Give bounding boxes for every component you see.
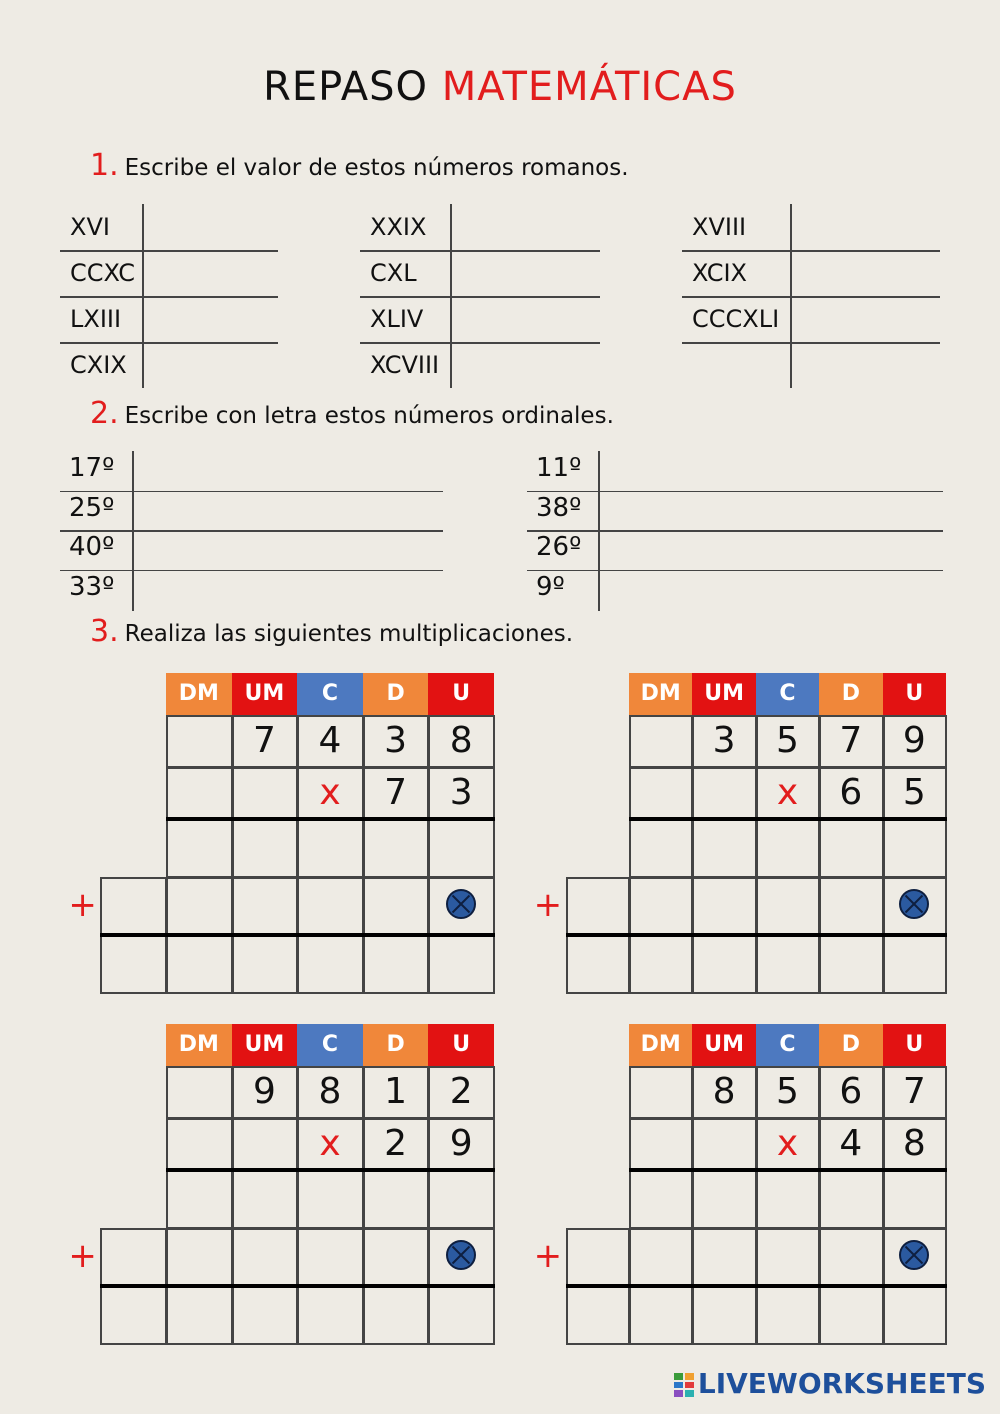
column-header-u: U — [883, 1024, 946, 1066]
answer-cell[interactable] — [692, 1286, 756, 1345]
ordinal-row-line — [60, 570, 443, 572]
answer-cell[interactable] — [100, 1228, 167, 1287]
column-header-c: C — [756, 1024, 819, 1066]
digit: 8 — [449, 720, 473, 761]
answer-cell[interactable] — [566, 1228, 630, 1287]
ordinal-row-line — [527, 491, 943, 493]
answer-cell[interactable] — [756, 1286, 820, 1345]
roman-row-line — [60, 296, 278, 298]
roman-row-line — [60, 342, 278, 344]
roman-answer-field[interactable] — [794, 208, 936, 246]
roman-numeral-label: CCXC — [70, 259, 135, 287]
column-header-d: D — [363, 1024, 429, 1066]
answer-cell[interactable] — [629, 819, 693, 878]
answer-cell[interactable] — [629, 1286, 693, 1345]
digit: 7 — [902, 1071, 926, 1112]
answer-cell[interactable] — [566, 935, 630, 994]
question-3-number: 3. — [90, 614, 119, 649]
digit-cell — [166, 715, 233, 768]
answer-cell[interactable] — [756, 1170, 820, 1229]
multiply-sign: x — [776, 1123, 799, 1164]
roman-answer-field[interactable] — [454, 208, 596, 246]
column-header-dm: DM — [166, 673, 232, 715]
answer-cell[interactable] — [428, 819, 495, 878]
digit: 4 — [839, 1123, 863, 1164]
answer-cell[interactable] — [363, 877, 430, 936]
ordinal-answer-field[interactable] — [136, 573, 439, 607]
digit: 8 — [712, 1071, 736, 1112]
digit: 4 — [318, 720, 342, 761]
ordinal-label: 17º — [69, 453, 115, 483]
answer-cell[interactable] — [166, 877, 233, 936]
roman-numeral-label: XCIX — [692, 259, 747, 287]
logo-icon — [674, 1373, 694, 1397]
ordinal-label: 26º — [536, 532, 582, 562]
answer-cell[interactable] — [692, 935, 756, 994]
roman-answer-field[interactable] — [794, 254, 936, 292]
question-2 — [90, 396, 614, 431]
ordinal-row-line — [527, 530, 943, 532]
digit: 8 — [902, 1123, 926, 1164]
ordinal-answer-field[interactable] — [602, 573, 939, 607]
column-header-u: U — [428, 673, 494, 715]
roman-numeral-label: LXIII — [70, 305, 122, 333]
digit-cell — [629, 1118, 693, 1171]
column-header-c: C — [297, 673, 363, 715]
roman-answer-field[interactable] — [146, 300, 274, 338]
crossed-circle-icon — [446, 1240, 476, 1270]
title-part1: REPASO — [263, 64, 428, 110]
roman-answer-field[interactable] — [146, 346, 274, 384]
sum-line — [566, 933, 947, 937]
answer-cell[interactable] — [756, 1228, 820, 1287]
answer-cell[interactable] — [297, 877, 364, 936]
answer-cell[interactable] — [428, 1170, 495, 1229]
column-header-u: U — [428, 1024, 494, 1066]
ordinal-row-line — [60, 491, 443, 493]
column-header-um: UM — [692, 1024, 755, 1066]
answer-cell[interactable] — [692, 877, 756, 936]
ordinal-label: 33º — [69, 571, 115, 602]
answer-cell[interactable] — [166, 935, 233, 994]
answer-cell[interactable] — [297, 819, 364, 878]
roman-answer-field[interactable] — [454, 300, 596, 338]
ordinal-answer-field[interactable] — [136, 494, 439, 528]
roman-numeral-label: XCVIII — [370, 351, 440, 379]
answer-cell[interactable] — [819, 877, 883, 936]
liveworksheets-logo — [674, 1367, 986, 1400]
result-line — [166, 1168, 495, 1172]
digit: 9 — [449, 1123, 473, 1164]
result-line — [166, 817, 495, 821]
digit-cell — [232, 1118, 299, 1171]
question-1-number: 1. — [90, 148, 119, 183]
sum-line — [100, 1284, 495, 1288]
column-header-dm: DM — [629, 1024, 692, 1066]
answer-cell[interactable] — [756, 877, 820, 936]
answer-cell[interactable] — [232, 935, 299, 994]
roman-row-line — [360, 342, 600, 344]
digit-cell — [692, 767, 756, 820]
answer-cell[interactable] — [629, 1228, 693, 1287]
digit-cell — [629, 1066, 693, 1119]
answer-cell[interactable] — [883, 819, 947, 878]
answer-cell[interactable] — [883, 935, 947, 994]
digit: 7 — [252, 720, 276, 761]
answer-cell[interactable] — [166, 1228, 233, 1287]
ordinal-label: 25º — [69, 492, 115, 523]
answer-cell[interactable] — [363, 1170, 430, 1229]
roman-numeral-label: XXIX — [370, 213, 427, 241]
roman-row-line — [60, 250, 278, 252]
roman-row-line — [682, 296, 940, 298]
answer-cell[interactable] — [363, 1228, 430, 1287]
digit-cell — [692, 1118, 756, 1171]
column-header-d: D — [819, 673, 882, 715]
digit: 9 — [252, 1071, 276, 1112]
digit: 1 — [384, 1071, 408, 1112]
digit: 8 — [318, 1071, 342, 1112]
digit: 3 — [449, 772, 473, 813]
question-3 — [90, 614, 573, 649]
page-title — [0, 64, 1000, 110]
ordinal-label: 11º — [536, 453, 582, 483]
question-2-number: 2. — [90, 396, 119, 431]
roman-answer-field[interactable] — [146, 208, 274, 246]
roman-row-line — [682, 342, 940, 344]
roman-numeral-label: XVI — [70, 213, 110, 241]
answer-cell[interactable] — [363, 819, 430, 878]
digit-cell — [166, 767, 233, 820]
ordinal-answer-field[interactable] — [136, 454, 439, 488]
digit: 2 — [384, 1123, 408, 1164]
answer-cell[interactable] — [428, 1286, 495, 1345]
plus-sign: + — [533, 885, 563, 925]
answer-cell[interactable] — [363, 935, 430, 994]
column-header-d: D — [363, 673, 429, 715]
answer-cell[interactable] — [100, 935, 167, 994]
ordinal-row-line — [527, 570, 943, 572]
answer-cell[interactable] — [629, 935, 693, 994]
answer-cell[interactable] — [819, 1286, 883, 1345]
digit: 5 — [902, 772, 926, 813]
title-part2: MATEMÁTICAS — [441, 64, 737, 110]
roman-row-line — [682, 250, 940, 252]
sum-line — [566, 1284, 947, 1288]
answer-cell[interactable] — [819, 1170, 883, 1229]
question-1-text: Escribe el valor de estos números romanos. — [124, 155, 629, 181]
digit-cell — [166, 1118, 233, 1171]
answer-cell[interactable] — [566, 877, 630, 936]
answer-cell[interactable] — [566, 1286, 630, 1345]
answer-cell[interactable] — [883, 1286, 947, 1345]
multiply-sign: x — [319, 772, 341, 813]
answer-cell[interactable] — [166, 819, 233, 878]
answer-cell[interactable] — [692, 1228, 756, 1287]
answer-cell[interactable] — [756, 819, 820, 878]
digit: 3 — [712, 720, 736, 761]
roman-answer-field[interactable] — [146, 254, 274, 292]
digit: 6 — [839, 1071, 863, 1112]
ordinal-answer-field[interactable] — [602, 454, 939, 488]
digit-cell — [629, 767, 693, 820]
digit: 3 — [384, 720, 408, 761]
digit: 9 — [902, 720, 926, 761]
roman-answer-field[interactable] — [454, 346, 596, 384]
question-3-text: Realiza las siguientes multiplicaciones. — [124, 621, 574, 647]
answer-cell[interactable] — [297, 1286, 364, 1345]
answer-cell[interactable] — [100, 1286, 167, 1345]
roman-numeral-label: CXL — [370, 259, 417, 287]
answer-cell[interactable] — [428, 935, 495, 994]
answer-cell[interactable] — [166, 1286, 233, 1345]
roman-answer-field[interactable] — [454, 254, 596, 292]
result-line — [629, 817, 947, 821]
digit: 7 — [384, 772, 408, 813]
crossed-circle-icon — [446, 889, 476, 919]
sum-line — [100, 933, 495, 937]
roman-row-line — [360, 250, 600, 252]
answer-cell[interactable] — [166, 1170, 233, 1229]
column-header-dm: DM — [166, 1024, 232, 1066]
column-header-dm: DM — [629, 673, 692, 715]
digit: 5 — [776, 1071, 799, 1112]
answer-cell[interactable] — [629, 877, 693, 936]
column-header-um: UM — [692, 673, 755, 715]
ordinal-answer-field[interactable] — [136, 533, 439, 567]
column-header-c: C — [756, 673, 819, 715]
answer-cell[interactable] — [883, 1170, 947, 1229]
answer-cell[interactable] — [232, 819, 299, 878]
roman-numeral-label: XVIII — [692, 213, 747, 241]
answer-cell[interactable] — [692, 819, 756, 878]
column-header-um: UM — [232, 673, 298, 715]
question-2-text: Escribe con letra estos números ordinales. — [124, 403, 614, 429]
plus-sign: + — [68, 1236, 97, 1276]
answer-cell[interactable] — [232, 1170, 299, 1229]
answer-cell[interactable] — [297, 935, 364, 994]
answer-cell[interactable] — [232, 1286, 299, 1345]
digit: 7 — [839, 720, 863, 761]
plus-sign: + — [68, 885, 97, 925]
answer-cell[interactable] — [363, 1286, 430, 1345]
digit: 2 — [449, 1071, 473, 1112]
digit: 6 — [839, 772, 863, 813]
question-1 — [90, 148, 629, 183]
answer-cell[interactable] — [819, 1228, 883, 1287]
multiply-sign: x — [319, 1123, 341, 1164]
column-header-d: D — [819, 1024, 882, 1066]
multiply-sign: x — [776, 772, 799, 813]
column-header-um: UM — [232, 1024, 298, 1066]
answer-cell[interactable] — [692, 1170, 756, 1229]
answer-cell[interactable] — [629, 1170, 693, 1229]
roman-row-line — [360, 296, 600, 298]
digit-cell — [629, 715, 693, 768]
answer-cell[interactable] — [756, 935, 820, 994]
ordinal-label: 40º — [69, 532, 115, 562]
brand-text: LIVEWORKSHEETS — [697, 1367, 986, 1400]
ordinal-row-line — [60, 530, 443, 532]
result-line — [629, 1168, 947, 1172]
ordinal-answer-field[interactable] — [602, 494, 939, 528]
answer-cell[interactable] — [819, 819, 883, 878]
ordinal-label: 9º — [536, 571, 565, 602]
plus-sign: + — [533, 1236, 563, 1276]
column-header-u: U — [883, 673, 946, 715]
answer-cell[interactable] — [232, 1228, 299, 1287]
answer-cell[interactable] — [819, 935, 883, 994]
answer-cell[interactable] — [297, 1170, 364, 1229]
answer-cell[interactable] — [297, 1228, 364, 1287]
roman-answer-field[interactable] — [794, 346, 936, 384]
roman-numeral-label: CCCXLI — [692, 305, 780, 333]
digit-cell — [232, 767, 299, 820]
answer-cell[interactable] — [232, 877, 299, 936]
ordinal-answer-field[interactable] — [602, 533, 939, 567]
digit: 5 — [776, 720, 799, 761]
column-header-c: C — [297, 1024, 363, 1066]
roman-answer-field[interactable] — [794, 300, 936, 338]
roman-numeral-label: CXIX — [70, 351, 127, 379]
ordinal-label: 38º — [536, 492, 582, 523]
roman-numeral-label: XLIV — [370, 305, 424, 333]
answer-cell[interactable] — [100, 877, 167, 936]
digit-cell — [166, 1066, 233, 1119]
